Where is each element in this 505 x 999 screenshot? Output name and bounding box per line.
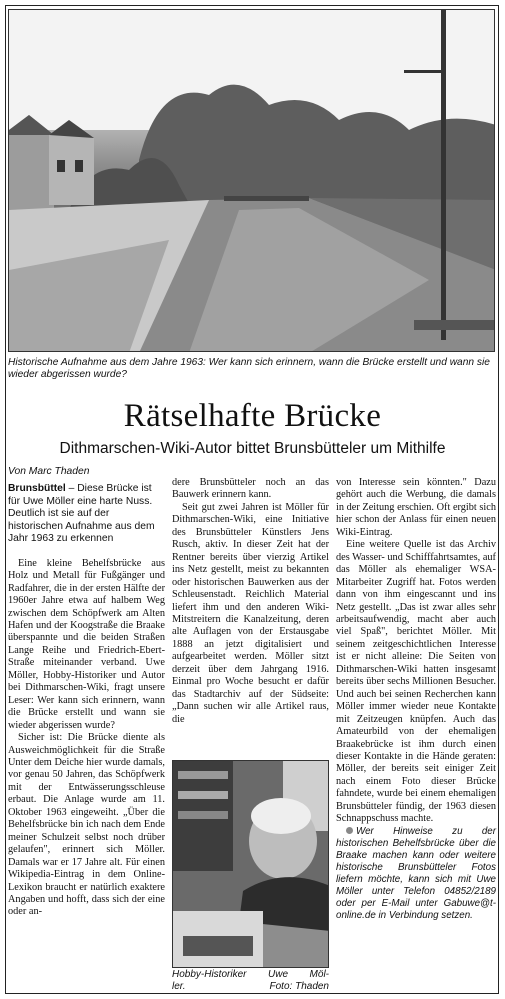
column-2	[172, 477, 329, 726]
caption-word: Uwe	[268, 969, 289, 980]
lead-paragraph	[8, 483, 165, 545]
column-1	[8, 466, 165, 919]
photo-caption: Historische Aufnahme aus dem Jahre 1963: Wer kann sich erinnern, wann die Brücke erstellt und wann sie wieder abgerissen wurde?	[8, 357, 490, 380]
portrait-illustration	[173, 761, 329, 968]
caption-word: Möl-	[309, 969, 329, 980]
bullet-icon	[346, 827, 353, 834]
lead-text: – Diese Brücke ist für Uwe Möller eine harte Nuss. Deutlich ist sie auf der historischen Aufnahme aus dem Jahr 1963 zu erkennen	[8, 483, 155, 545]
historic-canal-illustration	[9, 10, 495, 352]
paragraph: Eine kleine Behelfsbrücke aus Holz und Metall für Fußgänger und Radfahrer, die in der ersten Hälfte der 1960er Jahre etwa auf halbem Weg zwischen dem Schöpfwerk am Alten Hafen und der Koogstraße die Braake überspannte und die beiden Straßen Lange Reihe und Friedrich-Ebert-Straße miteinander verband. Uwe Möller, Hobby-Historiker und Autor bei Dithmarschen-Wiki, fragt unsere Leser: Wer kann sich erinnern, wann die Brücke erstellt und wann sie wieder abgerissen wurde?	[8, 557, 165, 731]
dateline: Brunsbüttel	[8, 483, 66, 495]
photo-credit: Foto: Thaden	[269, 981, 329, 992]
caption-word: Hobby-Historiker	[172, 969, 247, 980]
subheadline: Dithmarschen-Wiki-Autor bittet Brunsbütteler um Mithilfe	[59, 440, 446, 457]
portrait-caption	[172, 969, 329, 993]
paragraph: von Interesse sein könnten." Dazu gehört auch die Werbung, die damals in der Zeitung erschien. Oft ergibt sich hier schon der Anlass für einen neuen Wiki-Eintrag.	[336, 477, 496, 538]
paragraph: dere Brunsbütteler noch an das Bauwerk erinnern kann.	[172, 477, 329, 501]
paragraph: Seit gut zwei Jahren ist Möller für Dithmarschen-Wiki, eine Initiative des Brunsbütteler Künstlers Jens Rusch, aktiv. In dieser Zeit hat der Rentner bereits über vierzig Artikel ins Netz gestellt, meist zu bekannten oder historischen Bauwerken aus der Schleusenstadt. Reichlich Material liefert ihm und den anderen Wiki-Mitstreitern die Kanalzeitung, deren alte Auflagen von der Erstausgabe 1888 an jetzt digitalisiert und aufgearbeitet werden. Möller sitzt derzeit über dem Jahrgang 1916. Einmal pro Woche besucht er dafür das Stadtarchiv auf der Südseite: „Dann suchen wir alle Artikel raus, die	[172, 501, 329, 725]
historic-bridge-photo	[8, 9, 495, 352]
byline: Von Marc Thaden	[8, 466, 90, 477]
headline: Rätselhafte Brücke	[123, 398, 382, 434]
column-3	[336, 477, 496, 922]
caption-word: ler.	[172, 981, 186, 992]
paragraph: Sicher ist: Die Brücke diente als Ausweichmöglichkeit für die Straße Unter dem Deiche hier wurde damals, vor genau 50 Jahren, das Schöpfwerk mit der Entwässerungsschleuse erbaut. Die Anlage wurde am 11. Oktober 1963 eingeweiht. „Über die Behelfsbrücke bin ich nach dem Ende meiner Schulzeit selbst noch drüber gelaufen", erinnert sich Möller. Damals war er 17 Jahre alt. Für einen Wikipedia-Eintrag in dem Online-Lexikon braucht er natürlich exaktere Angaben und hofft, dass sich der eine oder an-	[8, 732, 165, 918]
contact-hint	[336, 826, 496, 922]
portrait-photo	[172, 760, 329, 968]
hint-text: Wer Hinweise zu der historischen Behelfsbrücke über die Braake machen kann oder weitere historische Brunsbütteler Fotos liefern möchte, kann sich mit Uwe Möller unter Telefon 04852/2189 oder per E-Mail unter Gabuwe@t-online.de in Verbindung setzen.	[336, 825, 496, 921]
paragraph: Eine weitere Quelle ist das Archiv des Wasser- und Schifffahrtsamtes, auf das Möller als ehemaliger WSA-Mitarbeiter Zugriff hat. Fotos werden dann von ihm eingescannt und ins Netz gestellt. „Das ist zwar alles sehr arbeitsaufwendig, macht aber auch viel Spaß", berichtet Möller. Mit seinem zeitgeschichtlichen Interesse ist er nicht alleine: Die Seiten von Dithmarschen-Wiki hatten insgesamt bereits über sechs Millionen Besucher. Und auch bei seinen Recherchen kann Möller immer wieder neue Kontakte mit Zeitzeugen knüpfen. Auch das Amateurbild von der ehemaligen Braakebrücke ist ihm durch einen dieser Kontakte in die Hände geraten: Möller, der bereits seit einiger Zeit nach einem Foto dieser Brücke fahndete, wurde bei einem ehemaligen Brunsbütteler fündig, der 1963 diesen Schnappschuss machte.	[336, 539, 496, 825]
